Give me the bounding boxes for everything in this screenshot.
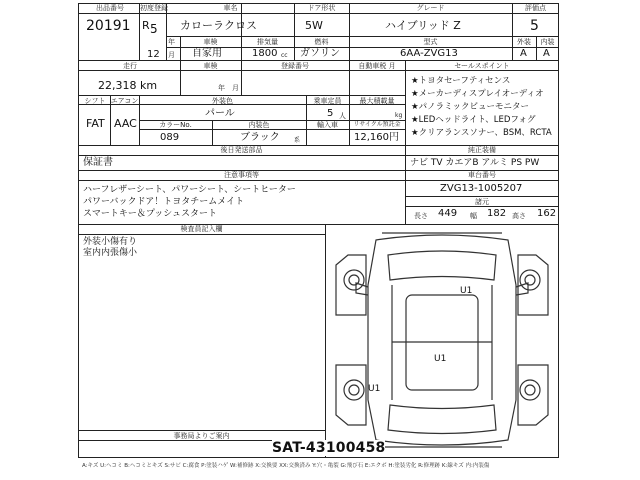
capacity-label: 乗車定員 (313, 97, 342, 105)
car-damage-diagram (326, 225, 558, 457)
int-label: 内装 (540, 38, 555, 46)
import-label: 輸入車 (317, 121, 338, 129)
shift-label: シフト (84, 97, 106, 105)
displacement: 1800 (252, 48, 278, 59)
chk-label: 車検 (203, 62, 218, 70)
car-name: カローラクロス (180, 19, 257, 32)
fuel-label: 燃料 (314, 38, 329, 46)
note-line-2: パワーバックドア！トヨタチームメイト (83, 197, 245, 207)
capacity-unit: 人 (339, 112, 346, 120)
displacement-label: 排気量 (257, 38, 278, 46)
sales-point-3: ★パノラミックビューモニター (411, 102, 529, 112)
equip-label: 純正装備 (468, 146, 496, 154)
inspection: 自家用 (192, 48, 222, 59)
score-label: 評価点 (525, 4, 546, 12)
mileage: 22,318 km (98, 79, 158, 92)
inspection-label: 車検 (203, 38, 218, 46)
chassis-number: ZVG13-1005207 (440, 183, 523, 194)
int-color: ブラック (240, 132, 280, 143)
lot-label: 出品番号 (96, 4, 124, 12)
color-no-label: カラーNo. (159, 121, 192, 129)
warranty: 保証書 (83, 157, 113, 168)
era: R (142, 19, 150, 32)
height-label: 高さ (512, 212, 526, 220)
note-line-3: スマートキー＆プッシュスタート (83, 209, 218, 219)
score: 5 (530, 18, 539, 34)
sales-point-2: ★メーカーディスプレイオーディオ (411, 89, 544, 99)
width: 182 (487, 208, 507, 219)
recycle-deposit-label: 自動車税 月 (358, 62, 396, 70)
chk-month: 月 (232, 84, 239, 92)
notes-label: 注意事項等 (224, 171, 259, 179)
plate-label: 登録番号 (281, 62, 309, 70)
doors-label: ドア形状 (307, 4, 336, 12)
damage-mark-1: U1 (460, 286, 473, 296)
ext-label: 外装 (517, 38, 531, 46)
chassis-label: 車台番号 (468, 171, 496, 179)
width-label: 幅 (470, 212, 477, 220)
model-label: 型式 (423, 38, 438, 46)
ac: AAC (114, 117, 137, 130)
color-no: 089 (160, 132, 180, 143)
office-label: 事務局よりご案内 (173, 432, 230, 440)
capacity: 5 (327, 108, 334, 119)
lot-number: 20191 (86, 18, 131, 34)
int-color-suffix: 系 (294, 137, 301, 144)
equipment: ナビ TV カエアB アルミ PS PW (410, 158, 540, 168)
load-unit: kg (395, 112, 403, 119)
sales-point-4: ★LEDヘッドライト、LEDフォグ (411, 115, 536, 125)
sales-point-5: ★クリアランスソナー、BSM、RCTA (411, 128, 552, 138)
load-label: 最大積載量 (359, 97, 395, 105)
reg-month: 12 (147, 49, 160, 60)
inspector-line-2: 室内内張傷小 (83, 248, 138, 258)
color-label: 外装色 (212, 97, 233, 105)
sat-code: SAT-43100458 (272, 440, 386, 456)
mileage-label: 走行 (123, 62, 137, 70)
chk-year: 年 (218, 84, 225, 92)
int-color-label: 内装色 (248, 121, 270, 129)
length: 449 (438, 208, 458, 219)
docs-label: 後日発送部品 (220, 146, 263, 154)
recycle-label: リサイクル預託金 (353, 121, 401, 128)
car-name-label: 車名 (223, 4, 238, 12)
length-label: 長さ (414, 212, 428, 220)
sales-points-label: セールスポイント (454, 62, 510, 70)
model: 6AA-ZVG13 (400, 48, 458, 59)
shift: FAT (86, 117, 105, 130)
month-unit: 月 (168, 51, 175, 59)
ac-label: エアコン (110, 97, 139, 105)
reg-year: 5 (150, 22, 158, 36)
inspector-line-1: 外装小傷有り (83, 237, 138, 247)
grade-label: グレード (416, 4, 445, 12)
damage-mark-3: U1 (368, 384, 381, 394)
recycle: 12,160円 (354, 132, 399, 143)
int-grade: A (543, 48, 550, 59)
damage-legend: A:キズ U:ヘコミ B:ヘコミとキズ S:サビ C:腐食 P:塗装ハゲ W:補修跡 X:交換要 XX:交換済み Y:穴・亀裂 G:飛び石 E:エクボ H:塗装劣化 R:修理跡 K:線キズ 内:内装傷 (82, 463, 490, 469)
grade: ハイブリッド Z (385, 19, 461, 32)
cc-unit: cc (281, 52, 288, 59)
fuel: ガソリン (300, 48, 340, 59)
sales-point-1: ★トヨタセーフティセンス (411, 76, 511, 86)
year-unit: 年 (168, 38, 175, 46)
first-reg-label: 初度登録 (140, 4, 168, 12)
ext-grade: A (520, 48, 527, 59)
height: 162 (537, 208, 557, 219)
dims-label: 諸元 (475, 198, 489, 206)
inspector-label: 検査員記入欄 (180, 225, 223, 233)
doors: 5W (305, 19, 323, 32)
damage-mark-2: U1 (434, 354, 447, 364)
note-line-1: ハーフレザーシート、パワーシート、シートヒーター (83, 185, 296, 195)
color: パール (205, 108, 235, 119)
